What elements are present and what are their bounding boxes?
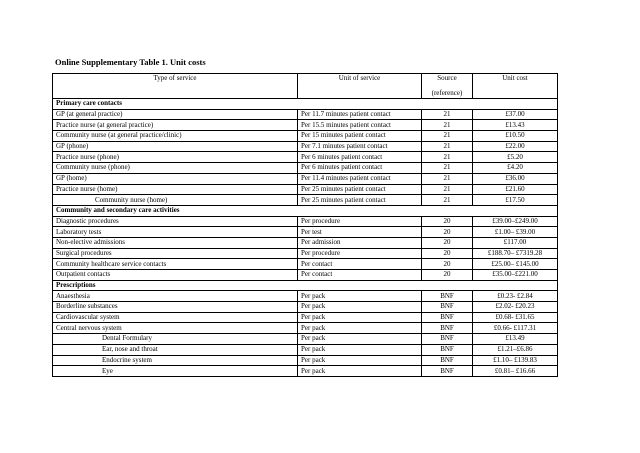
cell-source: 21: [422, 195, 473, 206]
cell-unit: Per test: [298, 227, 422, 238]
cell-type: Community nurse (home): [53, 195, 298, 206]
header-unit-cost: Unit cost: [473, 74, 558, 99]
cell-unit: Per pack: [298, 312, 422, 323]
cell-source: BNF: [422, 312, 473, 323]
cell-cost: £39.00–£249.00: [473, 216, 558, 227]
section-row-primary-care: [53, 99, 558, 110]
table-row: [53, 120, 558, 131]
table-row: [53, 141, 558, 152]
header-type-of-service: Type of service: [53, 74, 298, 99]
cell-unit: Per 11.4 minutes patient contact: [298, 173, 422, 184]
cell-cost: £4.20: [473, 163, 558, 174]
cell-type: Community healthcare service contacts: [53, 259, 298, 270]
cell-type: Cardiovascular system: [53, 312, 298, 323]
cell-unit: Per admission: [298, 237, 422, 248]
cell-cost: £10.50: [473, 131, 558, 142]
table-row: [53, 302, 558, 313]
cell-unit: Per pack: [298, 291, 422, 302]
cell-cost: £0.66- £117.31: [473, 323, 558, 334]
cell-unit: Per pack: [298, 323, 422, 334]
table-row: [53, 109, 558, 120]
table-row: [53, 131, 558, 142]
cell-cost: £25.00– £145.00: [473, 259, 558, 270]
cell-type: Practice nurse (phone): [53, 152, 298, 163]
section-title: Community and secondary care activities: [53, 205, 558, 216]
cell-source: BNF: [422, 302, 473, 313]
cell-source: BNF: [422, 323, 473, 334]
cell-source: BNF: [422, 344, 473, 355]
table-row: [53, 184, 558, 195]
table-row: [53, 312, 558, 323]
section-title: Primary care contacts: [53, 99, 558, 110]
cell-cost: £37.00: [473, 109, 558, 120]
cell-source: 20: [422, 216, 473, 227]
cell-type: Community nurse (phone): [53, 163, 298, 174]
cell-source: BNF: [422, 366, 473, 377]
cell-unit: Per contact: [298, 259, 422, 270]
cell-unit: Per 15 minutes patient contact: [298, 131, 422, 142]
cell-type: Ear, nose and throat: [53, 344, 298, 355]
cell-cost: £5.20: [473, 152, 558, 163]
cell-cost: £36.00: [473, 173, 558, 184]
cell-source: 21: [422, 173, 473, 184]
cell-source: 20: [422, 237, 473, 248]
cell-source: 21: [422, 131, 473, 142]
table-row: [53, 334, 558, 345]
cell-unit: Per 7.1 minutes patient contact: [298, 141, 422, 152]
header-source: [422, 74, 473, 99]
table-row: [53, 366, 558, 377]
cell-cost: £17.50: [473, 195, 558, 206]
table-row: [53, 173, 558, 184]
table-title: Online Supplementary Table 1. Unit costs: [55, 57, 206, 67]
cell-source: BNF: [422, 355, 473, 366]
header-source-line1: Source: [437, 74, 457, 82]
cell-type: Outpatient contacts: [53, 270, 298, 281]
cell-type: Central nervous system: [53, 323, 298, 334]
cell-source: 20: [422, 259, 473, 270]
table-row: [53, 344, 558, 355]
cell-unit: Per pack: [298, 355, 422, 366]
cell-cost: £2.02- £20.23: [473, 302, 558, 313]
cell-unit: Per 11.7 minutes patient contact: [298, 109, 422, 120]
cell-type: Practice nurse (at general practice): [53, 120, 298, 131]
cell-unit: Per pack: [298, 302, 422, 313]
cell-unit: Per 6 minutes patient contact: [298, 152, 422, 163]
cell-type: Anaesthesia: [53, 291, 298, 302]
cell-cost: £1.10– £139.83: [473, 355, 558, 366]
cell-type: GP (home): [53, 173, 298, 184]
cell-cost: £0.68- £31.65: [473, 312, 558, 323]
cell-unit: Per 15.5 minutes patient contact: [298, 120, 422, 131]
cell-source: 21: [422, 184, 473, 195]
cell-unit: Per procedure: [298, 216, 422, 227]
section-title: Prescriptions: [53, 280, 558, 291]
table-row: [53, 195, 558, 206]
cell-type: GP (phone): [53, 141, 298, 152]
cell-type: Endocrine system: [53, 355, 298, 366]
cell-type: Diagnostic procedures: [53, 216, 298, 227]
cell-cost: £13.49: [473, 334, 558, 345]
cell-cost: £117.00: [473, 237, 558, 248]
cell-type: Practice nurse (home): [53, 184, 298, 195]
cell-cost: £188.70– £7319.28: [473, 248, 558, 259]
cell-source: 21: [422, 163, 473, 174]
cell-source: 20: [422, 270, 473, 281]
table-row: [53, 152, 558, 163]
section-row-prescriptions: [53, 280, 558, 291]
table-row: [53, 270, 558, 281]
table-row: [53, 237, 558, 248]
cell-type: Dental Formulary: [53, 334, 298, 345]
cell-type: Community nurse (at general practice/clinic): [53, 131, 298, 142]
cell-cost: £13.43: [473, 120, 558, 131]
cell-source: 21: [422, 109, 473, 120]
cell-cost: £0.81– £16.66: [473, 366, 558, 377]
table-row: [53, 323, 558, 334]
cell-type: Laboratory tests: [53, 227, 298, 238]
cell-source: 21: [422, 120, 473, 131]
cell-cost: £0.23- £2.84: [473, 291, 558, 302]
table-row: [53, 355, 558, 366]
cell-source: 21: [422, 141, 473, 152]
table-row: [53, 291, 558, 302]
cell-cost: £1.00– £39.00: [473, 227, 558, 238]
header-source-line2: (reference): [431, 89, 463, 97]
cell-unit: Per pack: [298, 334, 422, 345]
header-row: [53, 74, 558, 99]
cell-cost: £35.00–£221.00: [473, 270, 558, 281]
table-row: [53, 216, 558, 227]
cell-unit: Per pack: [298, 344, 422, 355]
cell-type: Non-elective admissions: [53, 237, 298, 248]
unit-costs-table: [52, 73, 558, 377]
cell-unit: Per 6 minutes patient contact: [298, 163, 422, 174]
cell-type: GP (at general practice): [53, 109, 298, 120]
cell-unit: Per procedure: [298, 248, 422, 259]
table-row: [53, 163, 558, 174]
cell-source: BNF: [422, 334, 473, 345]
cell-type: Surgical procedures: [53, 248, 298, 259]
cell-source: 21: [422, 152, 473, 163]
cell-type: Borderline substances: [53, 302, 298, 313]
table-row: [53, 259, 558, 270]
cell-cost: £1.21–£6.86: [473, 344, 558, 355]
cell-unit: Per pack: [298, 366, 422, 377]
cell-unit: Per contact: [298, 270, 422, 281]
cell-source: 20: [422, 227, 473, 238]
table-row: [53, 227, 558, 238]
cell-source: 20: [422, 248, 473, 259]
header-unit-of-service: Unit of service: [298, 74, 422, 99]
cell-unit: Per 25 minutes patient contact: [298, 184, 422, 195]
section-row-community-secondary: [53, 205, 558, 216]
cell-unit: Per 25 minutes patient contact: [298, 195, 422, 206]
cell-cost: £22.00: [473, 141, 558, 152]
cell-type: Eye: [53, 366, 298, 377]
cell-cost: £21.60: [473, 184, 558, 195]
table-row: [53, 248, 558, 259]
cell-source: BNF: [422, 291, 473, 302]
